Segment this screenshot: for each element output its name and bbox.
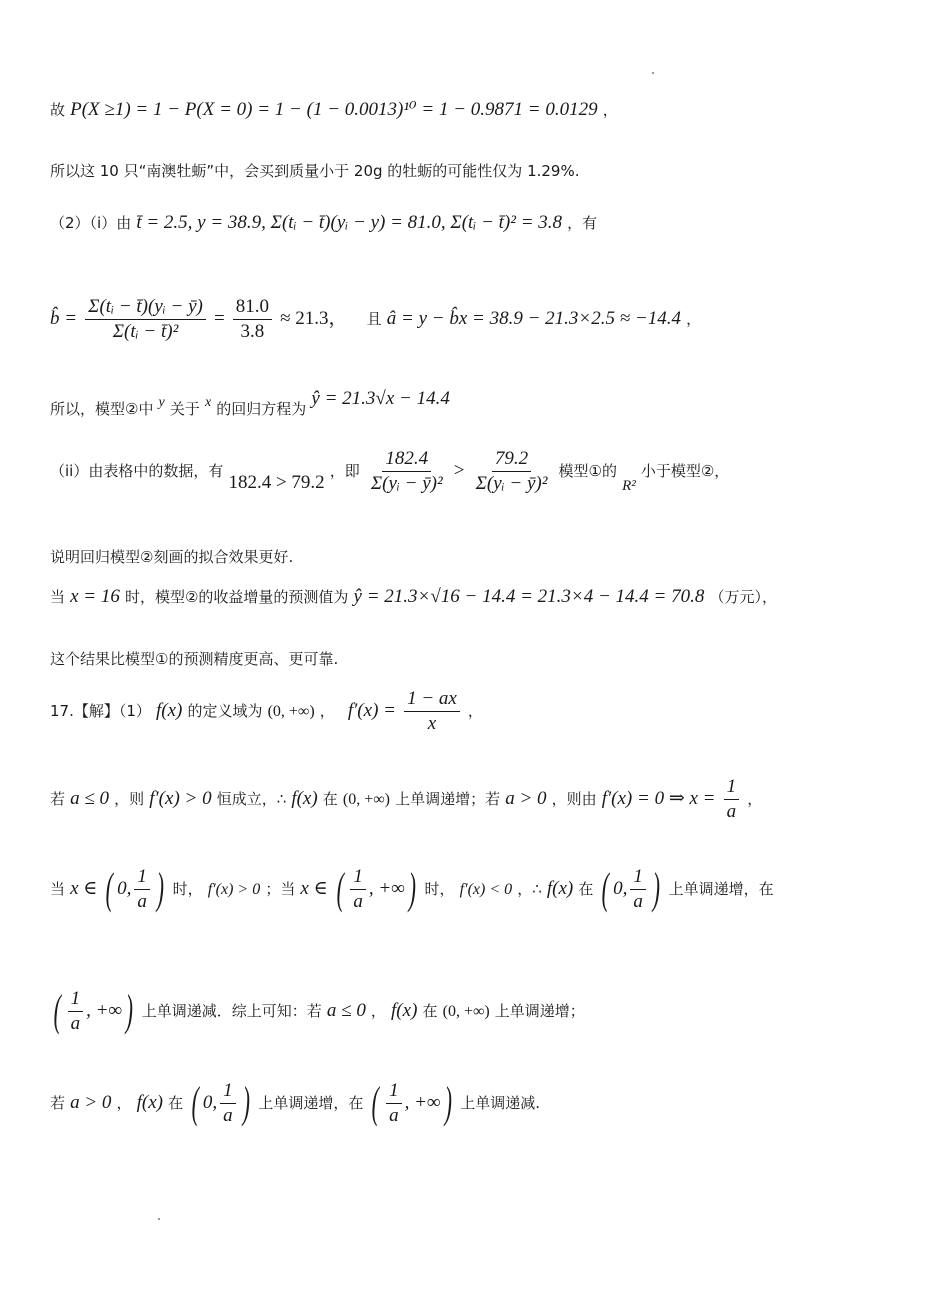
interval-left: 0, [613, 878, 628, 900]
text-therefore: ，∴ [517, 879, 542, 898]
line-final [50, 1080, 910, 1127]
line-prediction [50, 586, 910, 608]
math-approx: ≈ 21.3， [280, 307, 348, 329]
line-conclusion-1: 所以这 10 只“南澳牡蛎”中，会买到质量小于 20g 的牡蛎的可能性仅为 1.29%. [50, 162, 580, 180]
interval-0-to-1a: ( 0, $\frac{1}{a}$ ) [191, 1078, 250, 1128]
text-mid: 时，模型②的收益增量的预测值为 [124, 588, 349, 606]
speck-top [652, 72, 654, 74]
text-time: 时， [172, 879, 203, 898]
interval-0-to-1a: ( 0, $\frac{1}{a}$ ) [602, 864, 660, 914]
fraction-denominator: Σ(yᵢ − ȳ)² [370, 472, 443, 494]
fraction-numerator: 182.4 [382, 448, 431, 472]
text-prefix: 故 [50, 101, 66, 119]
math-derivative: f′(x) = [347, 699, 396, 721]
text-suffix: ， [602, 101, 618, 119]
math-b-hat: b̂ = [50, 307, 78, 329]
line-probability [50, 98, 910, 121]
math-r-squared: R² [622, 477, 636, 494]
text-increasing: 上单调递增；若 [395, 789, 501, 808]
fraction-model-1 [368, 448, 446, 495]
math-fx: f(x) [546, 877, 574, 899]
text-and: 且 [366, 309, 382, 328]
math-fx: f(x) [156, 699, 183, 721]
line-result: 这个结果比模型①的预测精度更高、更可靠. [50, 650, 339, 668]
math-condition: a > 0 [70, 1091, 112, 1113]
fraction-numerator: 1 [724, 776, 740, 800]
fraction-denominator: a [389, 1104, 399, 1126]
line-monotonic-cases [50, 776, 910, 823]
interval-right: , +∞ [404, 1092, 441, 1114]
math-regression: ŷ = 21.3√x − 14.4 [311, 388, 450, 409]
line-regression-equation [50, 388, 910, 419]
line-problem-17 [50, 688, 910, 735]
fraction-denominator: a [223, 1104, 233, 1126]
math-inequality-2: f′(x) < 0 [459, 880, 513, 898]
line-coefficients: b̂ = $\frac{\text{Σ(tᵢ − t̄)(yᵢ − ȳ)}}{\text{Σ(tᵢ − t̄)²}}$ = $\frac{81.0}{3.8}$ ≈ 21.3， 且 â = y − b̂x = 38.9 − 21.3×2.5 ≈ −14.4 ， [50, 296, 702, 342]
text-on: 在 [422, 1001, 438, 1020]
text-suffix: ， [686, 309, 702, 328]
text-prefix: （ii）由表格中的数据，有 [50, 461, 224, 480]
text-on: 在 [322, 789, 338, 808]
text-comma: ， [116, 1093, 132, 1112]
text-suffix: ，有 [567, 214, 598, 232]
text-if: 若 [50, 789, 66, 808]
fraction-numerator: Σ(tᵢ − t̄)(yᵢ − ȳ) [85, 296, 206, 320]
text-decreasing-summary: 上单调递减．综上可知：若 [141, 1001, 322, 1020]
math-condition-2: a > 0 [505, 787, 547, 809]
fraction-denominator: x [427, 712, 437, 734]
fraction-denominator: Σ(tᵢ − t̄)² [112, 320, 179, 342]
interval-1a-to-inf: ( $\frac{1}{a}$ , +∞ ) [53, 986, 134, 1036]
fraction-derivative [404, 688, 460, 735]
fraction-numerator: 79.2 [492, 448, 531, 472]
math-domain: (0, +∞) [267, 702, 315, 720]
interval-left: 0, [117, 878, 132, 900]
math-x-in: x ∈ [70, 877, 98, 899]
fraction-denominator: a [353, 890, 363, 912]
interval-1a-to-inf: ( $\frac{1}{a}$ , +∞ ) [336, 864, 416, 914]
text-mid2: 模型①的 [558, 461, 617, 480]
speck-bottom [158, 1218, 160, 1220]
math-inequality: 182.4 > 79.2 [228, 471, 325, 493]
math-domain: (0, +∞) [342, 790, 390, 808]
fraction-b-value [233, 296, 272, 343]
math-fx: f(x) [391, 999, 418, 1021]
fraction-denominator: 3.8 [240, 320, 265, 342]
fraction-model-2 [473, 448, 551, 495]
interval-1a-to-inf: ( $\frac{1}{a}$ , +∞ ) [372, 1078, 452, 1128]
fraction-numerator: 81.0 [233, 296, 272, 320]
math-a-hat: â = y − b̂x = 38.9 − 21.3×2.5 ≈ −14.4 [386, 307, 681, 329]
math-prediction: ŷ = 21.3×√16 − 14.4 = 21.3×4 − 14.4 = 70.8 [353, 586, 705, 607]
math-critical-eq: f′(x) = 0 ⇒ x = [601, 787, 716, 809]
text-mid: ，即 [329, 461, 360, 480]
text-suffix: （万元）， [709, 588, 777, 606]
text-increasing: 上单调递增； [494, 1001, 585, 1020]
math-inequality: f′(x) > 0 [149, 787, 212, 809]
text-when: 当 [50, 879, 66, 898]
fraction-denominator: Σ(yᵢ − ȳ)² [475, 472, 548, 494]
interval-right: , +∞ [86, 1000, 123, 1022]
text-suffix: ， [467, 701, 483, 720]
interval-left: 0, [202, 1092, 218, 1114]
fraction-denominator: a [633, 890, 643, 912]
math-condition: a ≤ 0 [70, 787, 110, 809]
fraction-numerator: 1 [68, 988, 84, 1012]
fraction-denominator: a [726, 800, 737, 822]
text-comma: ， [370, 1001, 386, 1020]
interval-0-to-1a: ( 0, $\frac{1}{a}$ ) [106, 864, 164, 914]
text-on: 在 [168, 1093, 184, 1112]
text-suffix: 小于模型②， [640, 461, 730, 480]
text-mid: 关于 [169, 400, 200, 418]
line-interval-analysis [50, 866, 910, 913]
line-summary [50, 988, 910, 1035]
fraction-b [85, 296, 206, 343]
text-mid: 的定义域为 [187, 701, 263, 720]
fraction-denominator: a [137, 890, 147, 912]
fraction-numerator: 1 [134, 866, 150, 890]
math-fx: f(x) [136, 1091, 164, 1113]
fraction-numerator: 1 [630, 866, 646, 890]
line-model-compare [50, 448, 910, 495]
math-domain: (0, +∞) [442, 1002, 490, 1020]
math-inequality: f′(x) > 0 [207, 880, 261, 898]
interval-right: , +∞ [368, 878, 405, 900]
fraction-denominator: a [70, 1012, 81, 1034]
math-gt: > [453, 459, 465, 481]
text-mid2: 的回归方程为 [216, 400, 307, 418]
fraction-numerator: 1 [386, 1080, 402, 1104]
text-then: ，则 [114, 789, 145, 808]
text-increasing: 上单调递增，在 [258, 1093, 364, 1112]
math-fx: f(x) [291, 787, 318, 809]
math-condition: x = 16 [70, 586, 120, 607]
var-x: x [204, 395, 212, 410]
problem-label: 17.【解】（1） [50, 701, 151, 720]
text-prefix: 当 [50, 588, 66, 606]
text-always: 恒成立，∴ [216, 789, 287, 808]
line-sums [50, 212, 910, 234]
math-condition: a ≤ 0 [326, 999, 366, 1021]
text-increasing: 上单调递增，在 [668, 879, 774, 898]
math-sums: t̄ = 2.5, y = 38.9, Σ(tᵢ − t̄)(yᵢ − y) = 81.0, Σ(tᵢ − t̄)² = 3.8 [136, 212, 563, 233]
text-time: 时， [424, 879, 455, 898]
text-from: ，则由 [551, 789, 597, 808]
line-fit-conclusion: 说明回归模型②刻画的拟合效果更好. [50, 548, 294, 566]
var-y: y [158, 395, 165, 410]
fraction-one-over-a [724, 776, 740, 823]
text-when: ；当 [265, 879, 296, 898]
text-on: 在 [578, 879, 594, 898]
fraction-numerator: 1 − ax [404, 688, 460, 712]
fraction-numerator: 1 [220, 1080, 236, 1104]
text-if: 若 [50, 1093, 66, 1112]
math-probability: P(X ≥1) = 1 − P(X = 0) = 1 − (1 − 0.0013)¹⁰ = 1 − 0.9871 = 0.0129 [70, 99, 598, 120]
text-decreasing: 上单调递减. [460, 1093, 541, 1112]
text-prefix: 所以，模型②中 [50, 400, 154, 418]
text-suffix: ， [747, 789, 763, 808]
text-sep: ， [319, 701, 335, 720]
text-prefix: （2）（i）由 [50, 214, 132, 232]
math-x-in: x ∈ [300, 877, 328, 899]
fraction-numerator: 1 [350, 866, 366, 890]
